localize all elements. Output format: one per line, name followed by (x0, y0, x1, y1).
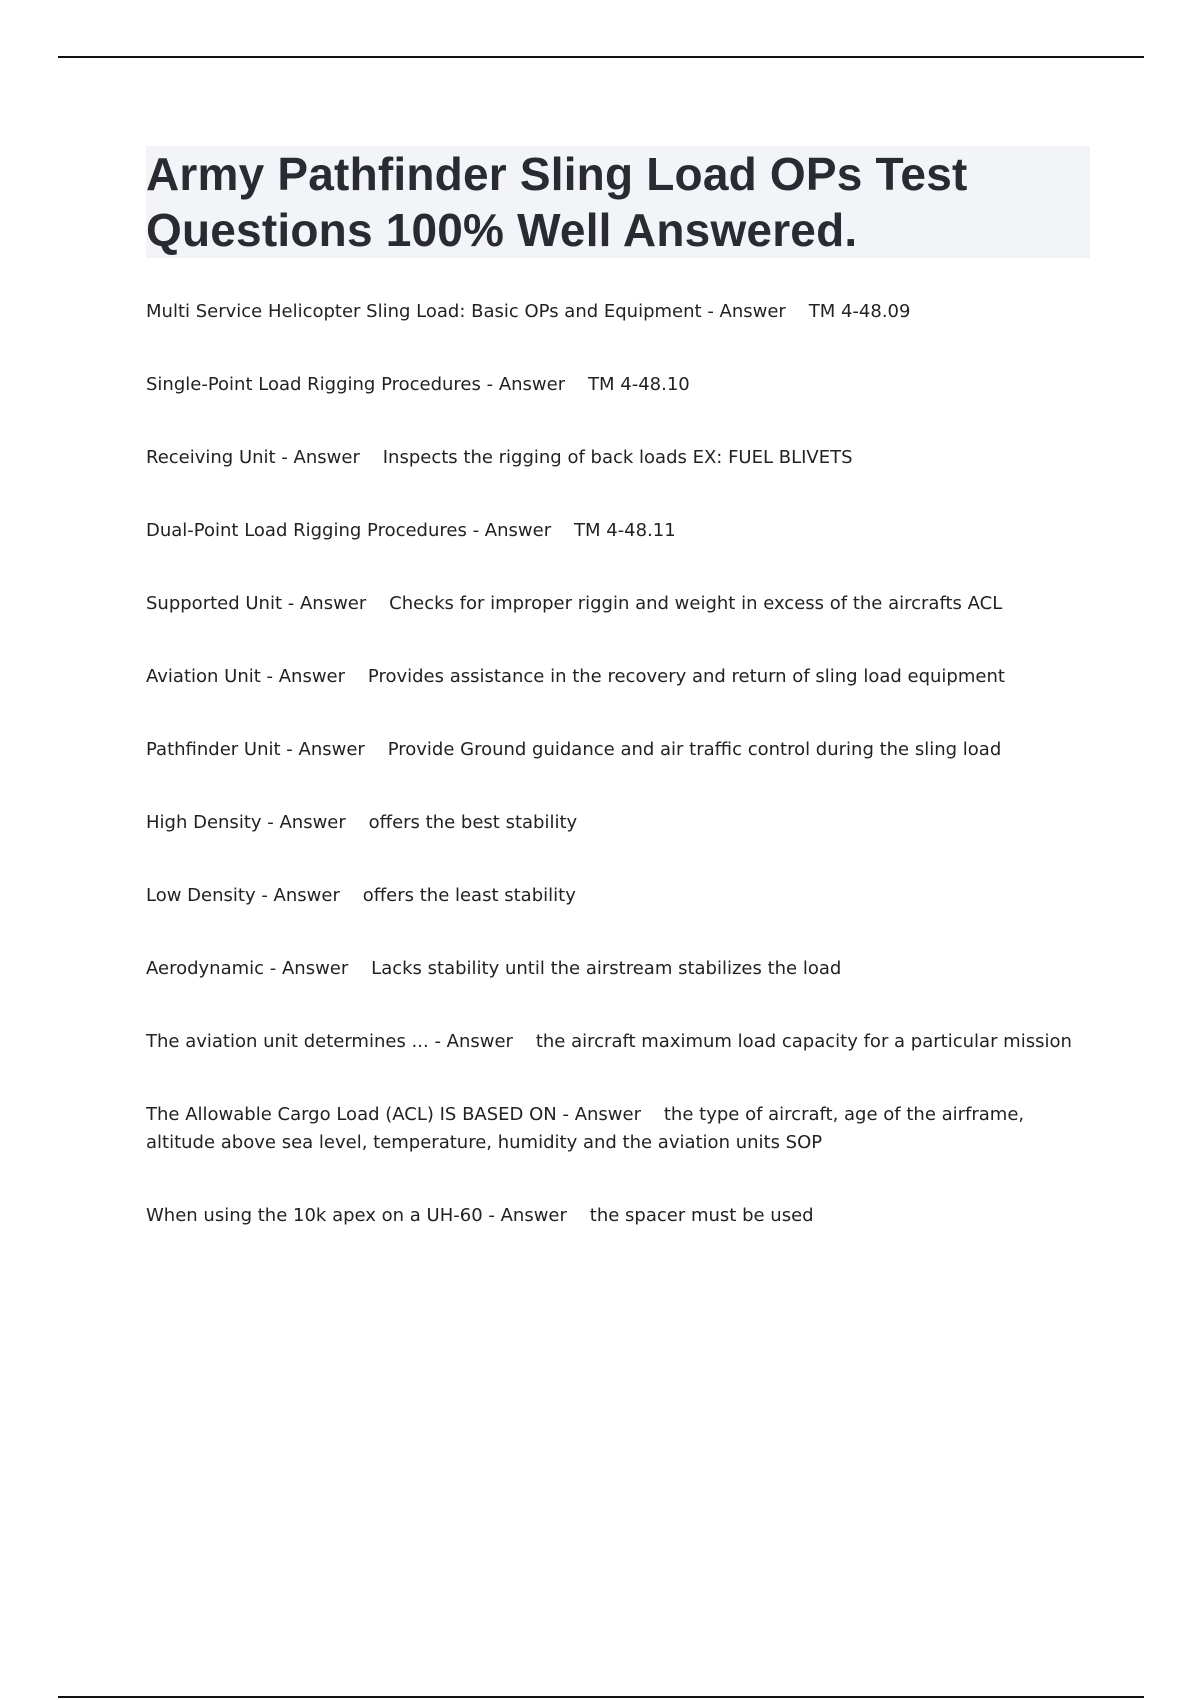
answer-text: offers the least stability (362, 885, 576, 906)
answer-text: Inspects the rigging of back loads EX: FUEL BLIVETS (382, 447, 853, 468)
answer-text: Lacks stability until the airstream stabilizes the load (371, 958, 842, 979)
answer-text: Provides assistance in the recovery and return of sling load equipment (367, 666, 1005, 687)
answer-separator: - Answer (260, 666, 368, 687)
qa-item (146, 499, 1090, 572)
qa-item (146, 1184, 1090, 1257)
qa-item (146, 791, 1090, 864)
qa-item (146, 1083, 1090, 1184)
answer-separator: - Answer (280, 739, 388, 760)
qa-item (146, 718, 1090, 791)
answer-text: TM 4-48.10 (588, 374, 690, 395)
answer-text: TM 4-48.11 (573, 520, 676, 541)
bottom-rule (58, 1696, 1144, 1698)
answer-separator: - Answer (275, 447, 383, 468)
answer-separator: - Answer (261, 812, 369, 833)
qa-item (146, 937, 1090, 1010)
answer-separator: - Answer (482, 1205, 590, 1226)
qa-item (146, 280, 1090, 353)
answer-separator: - Answer (255, 885, 363, 906)
title-block (146, 146, 1090, 258)
qa-item (146, 864, 1090, 937)
answer-text: the spacer must be used (589, 1205, 814, 1226)
question-text: High Density (146, 812, 262, 833)
question-text: Pathfinder Unit (146, 739, 281, 760)
answer-text: the type of aircraft, age of the airframe, altitude above sea level, temperature, humidity and the aviation units SOP (146, 1104, 1030, 1153)
question-text: The Allowable Cargo Load (ACL) IS BASED ON (146, 1104, 557, 1125)
qa-item (146, 426, 1090, 499)
question-text: Dual-Point Load Rigging Procedures (146, 520, 467, 541)
question-text: Aerodynamic (146, 958, 265, 979)
question-text: Low Density (146, 885, 256, 906)
answer-separator: - Answer (282, 593, 390, 614)
question-text: Multi Service Helicopter Sling Load: Basic OPs and Equipment (146, 301, 702, 322)
question-text: Receiving Unit (146, 447, 276, 468)
qa-list (146, 280, 1090, 1257)
question-text: Single-Point Load Rigging Procedures (146, 374, 481, 395)
question-text: The aviation unit determines ... (146, 1031, 429, 1052)
answer-separator: - Answer (264, 958, 372, 979)
answer-separator: - Answer (556, 1104, 664, 1125)
answer-text: the aircraft maximum load capacity for a particular mission (535, 1031, 1072, 1052)
document-body (146, 146, 1090, 1257)
answer-separator: - Answer (466, 520, 574, 541)
answer-text: offers the best stability (368, 812, 578, 833)
answer-separator: - Answer (428, 1031, 536, 1052)
qa-item (146, 1010, 1090, 1083)
document-title: Army Pathfinder Sling Load OPs Test Questions 100% Well Answered. (146, 148, 968, 256)
answer-text: TM 4-48.09 (808, 301, 911, 322)
qa-item (146, 353, 1090, 426)
answer-separator: - Answer (701, 301, 809, 322)
top-rule (58, 56, 1144, 58)
answer-text: Provide Ground guidance and air traffic control during the sling load (387, 739, 1002, 760)
question-text: Supported Unit (146, 593, 283, 614)
question-text: When using the 10k apex on a UH-60 (146, 1205, 483, 1226)
question-text: Aviation Unit (146, 666, 261, 687)
answer-text: Checks for improper riggin and weight in excess of the aircrafts ACL (389, 593, 1003, 614)
qa-item (146, 645, 1090, 718)
qa-item (146, 572, 1090, 645)
answer-separator: - Answer (480, 374, 589, 395)
